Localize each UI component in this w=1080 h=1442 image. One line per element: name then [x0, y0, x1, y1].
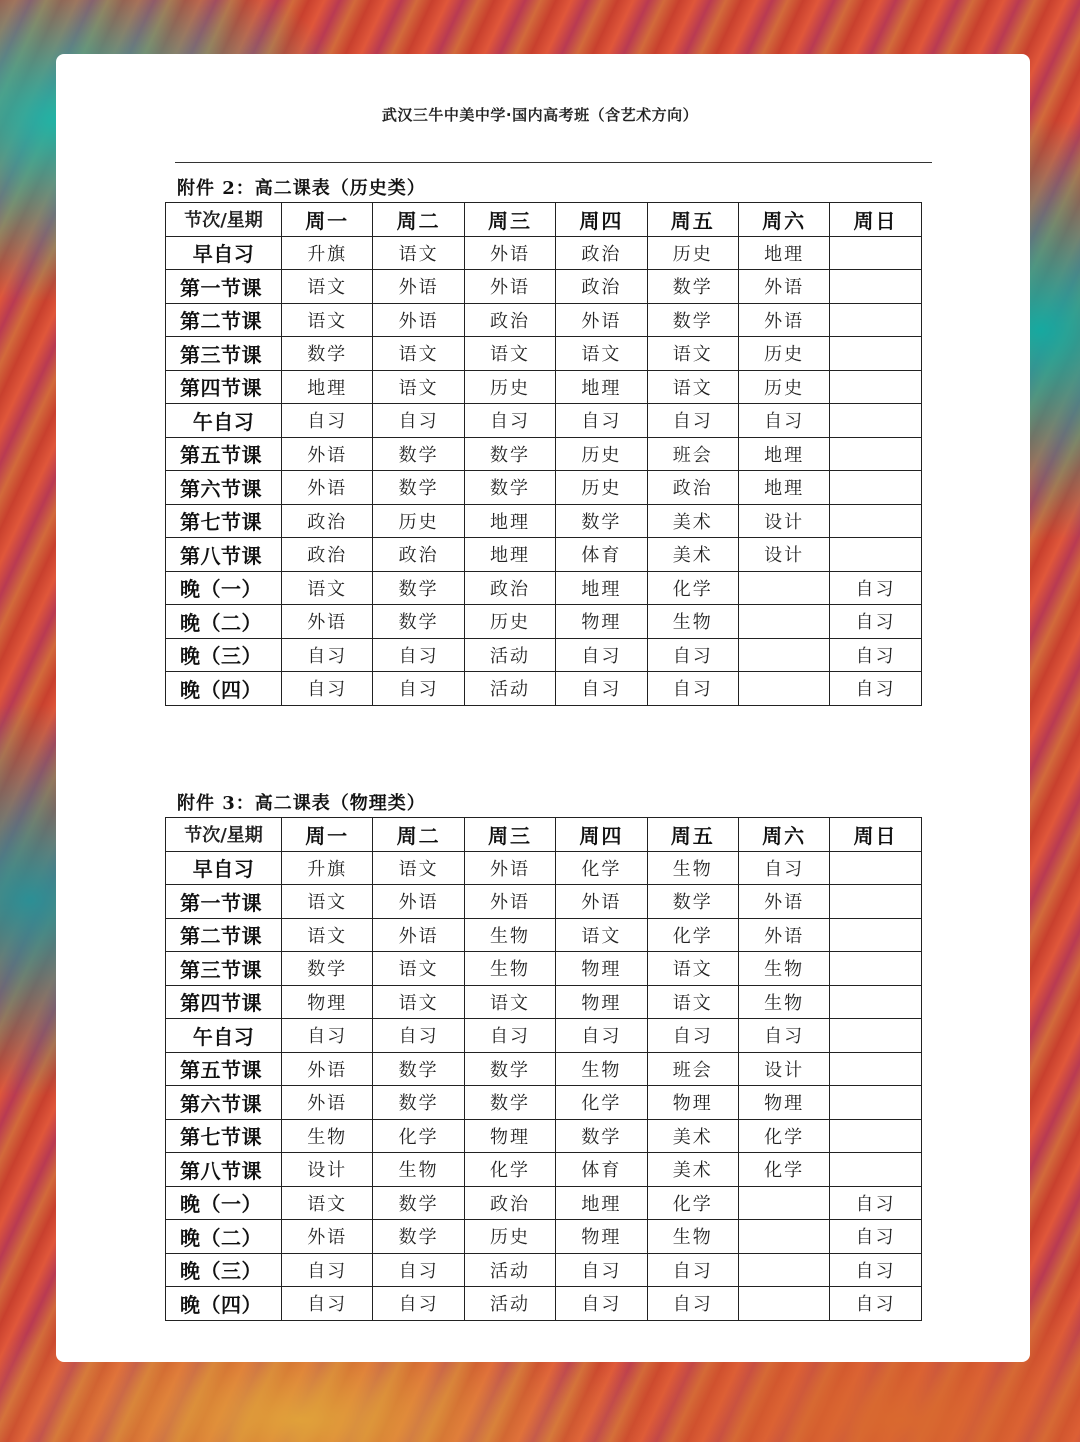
- subject-cell: 化学: [647, 918, 738, 952]
- subject-cell: 自习: [738, 851, 829, 885]
- subject-cell: 化学: [556, 1086, 647, 1120]
- subject-cell: 生物: [464, 952, 555, 986]
- subject-cell: 外语: [464, 236, 555, 270]
- period-label: 晚（一）: [166, 1186, 282, 1220]
- subject-cell: 语文: [647, 952, 738, 986]
- subject-cell: 自习: [647, 638, 738, 672]
- schedule-table-history: [165, 202, 922, 706]
- subject-cell: 设计: [738, 538, 829, 572]
- day-header: 周五: [647, 203, 738, 237]
- subject-cell: 自习: [647, 1019, 738, 1053]
- subject-cell: 物理: [738, 1086, 829, 1120]
- subject-cell: 政治: [556, 236, 647, 270]
- period-label: 第四节课: [166, 985, 282, 1019]
- corner-header: 节次/星期: [166, 818, 282, 852]
- subject-cell: 自习: [830, 1186, 921, 1220]
- subject-cell: 自习: [830, 1220, 921, 1254]
- subject-cell: 生物: [647, 605, 738, 639]
- corner-header: 节次/星期: [166, 203, 282, 237]
- subject-cell: [830, 337, 921, 371]
- subject-cell: 历史: [464, 1220, 555, 1254]
- subject-cell: 数学: [464, 1052, 555, 1086]
- subject-cell: 自习: [373, 638, 464, 672]
- subject-cell: [830, 1052, 921, 1086]
- table-row: [166, 1119, 922, 1153]
- subject-cell: 数学: [373, 1220, 464, 1254]
- subject-cell: [738, 1253, 829, 1287]
- subject-cell: 语文: [282, 270, 373, 304]
- subject-cell: 自习: [556, 1287, 647, 1321]
- day-header: 周一: [282, 203, 373, 237]
- subject-cell: 自习: [282, 1019, 373, 1053]
- subject-cell: 地理: [738, 437, 829, 471]
- subject-cell: [830, 538, 921, 572]
- table-row: [166, 270, 922, 304]
- period-label: 第八节课: [166, 1153, 282, 1187]
- subject-cell: 体育: [556, 1153, 647, 1187]
- period-label: 晚（三）: [166, 1253, 282, 1287]
- subject-cell: 生物: [282, 1119, 373, 1153]
- subject-cell: 班会: [647, 1052, 738, 1086]
- table-row: [166, 851, 922, 885]
- day-header: 周四: [556, 818, 647, 852]
- subject-cell: 自习: [556, 1019, 647, 1053]
- period-label: 第二节课: [166, 303, 282, 337]
- subject-cell: 化学: [738, 1153, 829, 1187]
- header-row: [166, 203, 922, 237]
- subject-cell: 语文: [647, 985, 738, 1019]
- subject-cell: 外语: [282, 1052, 373, 1086]
- table-row: [166, 504, 922, 538]
- subject-cell: 自习: [830, 571, 921, 605]
- subject-cell: 自习: [830, 638, 921, 672]
- subject-cell: 外语: [282, 471, 373, 505]
- table-row: [166, 885, 922, 919]
- subject-cell: [738, 638, 829, 672]
- subject-cell: 历史: [738, 337, 829, 371]
- subject-cell: 自习: [647, 672, 738, 706]
- subject-cell: 语文: [373, 337, 464, 371]
- day-header: 周六: [738, 818, 829, 852]
- subject-cell: 语文: [464, 337, 555, 371]
- subject-cell: 自习: [373, 672, 464, 706]
- day-header: 周三: [464, 203, 555, 237]
- subject-cell: 历史: [738, 370, 829, 404]
- period-label: 午自习: [166, 404, 282, 438]
- subject-cell: [830, 885, 921, 919]
- subject-cell: 班会: [647, 437, 738, 471]
- subject-cell: 外语: [556, 885, 647, 919]
- day-header: 周日: [830, 203, 921, 237]
- subject-cell: 美术: [647, 538, 738, 572]
- subject-cell: 生物: [647, 851, 738, 885]
- period-label: 晚（二）: [166, 605, 282, 639]
- day-header: 周日: [830, 818, 921, 852]
- subject-cell: 政治: [464, 303, 555, 337]
- period-label: 第五节课: [166, 437, 282, 471]
- subject-cell: 数学: [373, 437, 464, 471]
- subject-cell: 自习: [373, 1019, 464, 1053]
- day-header: 周三: [464, 818, 555, 852]
- subject-cell: 数学: [464, 1086, 555, 1120]
- period-label: 第六节课: [166, 1086, 282, 1120]
- period-label: 晚（四）: [166, 1287, 282, 1321]
- subject-cell: [738, 571, 829, 605]
- day-header: 周六: [738, 203, 829, 237]
- table-row: [166, 1220, 922, 1254]
- subject-cell: 政治: [282, 538, 373, 572]
- subject-cell: 语文: [556, 337, 647, 371]
- subject-cell: 语文: [464, 985, 555, 1019]
- subject-cell: 语文: [373, 985, 464, 1019]
- subject-cell: 化学: [464, 1153, 555, 1187]
- subject-cell: 活动: [464, 672, 555, 706]
- period-label: 第七节课: [166, 1119, 282, 1153]
- subject-cell: 外语: [373, 303, 464, 337]
- table-row: [166, 571, 922, 605]
- subject-cell: 地理: [464, 538, 555, 572]
- subject-cell: 自习: [373, 404, 464, 438]
- table-caption-history: 附件 2：高二课表（历史类）: [177, 178, 426, 199]
- subject-cell: 外语: [738, 885, 829, 919]
- day-header: 周二: [373, 203, 464, 237]
- period-label: 晚（二）: [166, 1220, 282, 1254]
- table-row: [166, 303, 922, 337]
- subject-cell: 数学: [373, 571, 464, 605]
- day-header: 周一: [282, 818, 373, 852]
- subject-cell: 数学: [282, 337, 373, 371]
- subject-cell: 物理: [556, 1220, 647, 1254]
- subject-cell: 语文: [373, 851, 464, 885]
- subject-cell: 语文: [373, 370, 464, 404]
- period-label: 第二节课: [166, 918, 282, 952]
- subject-cell: 数学: [556, 504, 647, 538]
- subject-cell: 语文: [373, 236, 464, 270]
- table-row: [166, 638, 922, 672]
- subject-cell: [830, 851, 921, 885]
- subject-cell: 自习: [647, 1287, 738, 1321]
- subject-cell: 自习: [830, 672, 921, 706]
- subject-cell: 政治: [373, 538, 464, 572]
- subject-cell: [830, 952, 921, 986]
- subject-cell: 政治: [464, 571, 555, 605]
- subject-cell: 外语: [282, 1220, 373, 1254]
- subject-cell: 物理: [556, 605, 647, 639]
- period-label: 晚（三）: [166, 638, 282, 672]
- subject-cell: 地理: [556, 370, 647, 404]
- subject-cell: 历史: [556, 437, 647, 471]
- subject-cell: 政治: [647, 471, 738, 505]
- subject-cell: 美术: [647, 1153, 738, 1187]
- subject-cell: 自习: [556, 672, 647, 706]
- subject-cell: 自习: [738, 1019, 829, 1053]
- period-label: 早自习: [166, 851, 282, 885]
- subject-cell: 自习: [556, 638, 647, 672]
- subject-cell: 历史: [556, 471, 647, 505]
- subject-cell: 自习: [647, 404, 738, 438]
- subject-cell: 语文: [282, 571, 373, 605]
- subject-cell: 化学: [738, 1119, 829, 1153]
- schedule-table-physics: [165, 817, 922, 1321]
- subject-cell: 数学: [282, 952, 373, 986]
- subject-cell: 外语: [738, 918, 829, 952]
- subject-cell: 数学: [373, 1052, 464, 1086]
- subject-cell: 自习: [464, 404, 555, 438]
- header-row: [166, 818, 922, 852]
- table-row: [166, 337, 922, 371]
- table-row: [166, 471, 922, 505]
- subject-cell: [738, 672, 829, 706]
- table-row: [166, 918, 922, 952]
- subject-cell: [830, 1086, 921, 1120]
- table-row: [166, 404, 922, 438]
- subject-cell: 美术: [647, 1119, 738, 1153]
- period-label: 早自习: [166, 236, 282, 270]
- table-row: [166, 605, 922, 639]
- subject-cell: [830, 1153, 921, 1187]
- subject-cell: 外语: [373, 918, 464, 952]
- subject-cell: 生物: [556, 1052, 647, 1086]
- subject-cell: 地理: [464, 504, 555, 538]
- subject-cell: 地理: [556, 1186, 647, 1220]
- period-label: 第八节课: [166, 538, 282, 572]
- subject-cell: 生物: [464, 918, 555, 952]
- day-header: 周二: [373, 818, 464, 852]
- subject-cell: 物理: [647, 1086, 738, 1120]
- subject-cell: 历史: [373, 504, 464, 538]
- subject-cell: 外语: [373, 270, 464, 304]
- subject-cell: 化学: [373, 1119, 464, 1153]
- subject-cell: 外语: [373, 885, 464, 919]
- subject-cell: 语文: [282, 1186, 373, 1220]
- subject-cell: 数学: [556, 1119, 647, 1153]
- table-row: [166, 1153, 922, 1187]
- subject-cell: [830, 303, 921, 337]
- subject-cell: 外语: [282, 1086, 373, 1120]
- subject-cell: 外语: [464, 851, 555, 885]
- period-label: 第一节课: [166, 270, 282, 304]
- subject-cell: 生物: [373, 1153, 464, 1187]
- subject-cell: 语文: [556, 918, 647, 952]
- subject-cell: 物理: [556, 985, 647, 1019]
- subject-cell: 生物: [738, 952, 829, 986]
- subject-cell: 外语: [282, 437, 373, 471]
- subject-cell: [738, 1220, 829, 1254]
- subject-cell: 语文: [282, 918, 373, 952]
- subject-cell: 自习: [282, 638, 373, 672]
- period-label: 第七节课: [166, 504, 282, 538]
- subject-cell: 物理: [282, 985, 373, 1019]
- subject-cell: 自习: [373, 1287, 464, 1321]
- subject-cell: [830, 370, 921, 404]
- subject-cell: 设计: [738, 504, 829, 538]
- subject-cell: 语文: [647, 370, 738, 404]
- subject-cell: 自习: [556, 404, 647, 438]
- subject-cell: [738, 1186, 829, 1220]
- day-header: 周四: [556, 203, 647, 237]
- subject-cell: 生物: [647, 1220, 738, 1254]
- subject-cell: 活动: [464, 1287, 555, 1321]
- period-label: 第一节课: [166, 885, 282, 919]
- table-row: [166, 985, 922, 1019]
- table-row: [166, 672, 922, 706]
- subject-cell: 政治: [282, 504, 373, 538]
- period-label: 午自习: [166, 1019, 282, 1053]
- subject-cell: 自习: [830, 1287, 921, 1321]
- subject-cell: 政治: [556, 270, 647, 304]
- subject-cell: 自习: [464, 1019, 555, 1053]
- subject-cell: 外语: [738, 303, 829, 337]
- subject-cell: [830, 437, 921, 471]
- subject-cell: 自习: [282, 1253, 373, 1287]
- subject-cell: [830, 1119, 921, 1153]
- table-row: [166, 1253, 922, 1287]
- subject-cell: [738, 1287, 829, 1321]
- subject-cell: 外语: [556, 303, 647, 337]
- subject-cell: [830, 985, 921, 1019]
- subject-cell: 数学: [464, 437, 555, 471]
- table-row: [166, 952, 922, 986]
- period-label: 第五节课: [166, 1052, 282, 1086]
- table-row: [166, 236, 922, 270]
- subject-cell: 设计: [738, 1052, 829, 1086]
- subject-cell: 自习: [647, 1253, 738, 1287]
- subject-cell: 语文: [647, 337, 738, 371]
- subject-cell: 自习: [738, 404, 829, 438]
- subject-cell: 语文: [373, 952, 464, 986]
- subject-cell: [830, 404, 921, 438]
- subject-cell: 生物: [738, 985, 829, 1019]
- subject-cell: 升旗: [282, 851, 373, 885]
- subject-cell: [830, 471, 921, 505]
- subject-cell: 自习: [282, 672, 373, 706]
- table-row: [166, 1186, 922, 1220]
- period-label: 晚（四）: [166, 672, 282, 706]
- subject-cell: 数学: [464, 471, 555, 505]
- document-title: 武汉三牛中美中学·国内高考班（含艺术方向）: [381, 106, 699, 124]
- subject-cell: [830, 918, 921, 952]
- subject-cell: 历史: [464, 605, 555, 639]
- subject-cell: 自习: [373, 1253, 464, 1287]
- period-label: 第六节课: [166, 471, 282, 505]
- subject-cell: [830, 270, 921, 304]
- period-label: 第四节课: [166, 370, 282, 404]
- subject-cell: [738, 605, 829, 639]
- table-caption-physics: 附件 3：高二课表（物理类）: [177, 793, 426, 814]
- period-label: 第三节课: [166, 952, 282, 986]
- subject-cell: 自习: [556, 1253, 647, 1287]
- subject-cell: 活动: [464, 638, 555, 672]
- subject-cell: 物理: [464, 1119, 555, 1153]
- header-divider: [175, 162, 932, 163]
- subject-cell: 升旗: [282, 236, 373, 270]
- subject-cell: 自习: [830, 605, 921, 639]
- subject-cell: 数学: [647, 885, 738, 919]
- subject-cell: 外语: [738, 270, 829, 304]
- subject-cell: 数学: [373, 1186, 464, 1220]
- table-row: [166, 1019, 922, 1053]
- subject-cell: 语文: [282, 303, 373, 337]
- subject-cell: 历史: [464, 370, 555, 404]
- subject-cell: 历史: [647, 236, 738, 270]
- subject-cell: 自习: [282, 1287, 373, 1321]
- subject-cell: [830, 504, 921, 538]
- subject-cell: 自习: [830, 1253, 921, 1287]
- table-row: [166, 538, 922, 572]
- subject-cell: 语文: [282, 885, 373, 919]
- subject-cell: 外语: [282, 605, 373, 639]
- subject-cell: 自习: [282, 404, 373, 438]
- subject-cell: 体育: [556, 538, 647, 572]
- table-row: [166, 370, 922, 404]
- subject-cell: 数学: [373, 471, 464, 505]
- table-row: [166, 1086, 922, 1120]
- table-row: [166, 437, 922, 471]
- subject-cell: 化学: [647, 1186, 738, 1220]
- day-header: 周五: [647, 818, 738, 852]
- subject-cell: 外语: [464, 885, 555, 919]
- subject-cell: 政治: [464, 1186, 555, 1220]
- subject-cell: [830, 1019, 921, 1053]
- subject-cell: 外语: [464, 270, 555, 304]
- subject-cell: 物理: [556, 952, 647, 986]
- subject-cell: 地理: [556, 571, 647, 605]
- subject-cell: 数学: [647, 303, 738, 337]
- subject-cell: 数学: [373, 1086, 464, 1120]
- subject-cell: 活动: [464, 1253, 555, 1287]
- period-label: 晚（一）: [166, 571, 282, 605]
- subject-cell: 设计: [282, 1153, 373, 1187]
- period-label: 第三节课: [166, 337, 282, 371]
- subject-cell: 化学: [556, 851, 647, 885]
- subject-cell: 数学: [647, 270, 738, 304]
- subject-cell: 数学: [373, 605, 464, 639]
- subject-cell: 美术: [647, 504, 738, 538]
- subject-cell: 地理: [738, 471, 829, 505]
- table-row: [166, 1052, 922, 1086]
- subject-cell: 地理: [738, 236, 829, 270]
- subject-cell: [830, 236, 921, 270]
- subject-cell: 地理: [282, 370, 373, 404]
- subject-cell: 化学: [647, 571, 738, 605]
- table-row: [166, 1287, 922, 1321]
